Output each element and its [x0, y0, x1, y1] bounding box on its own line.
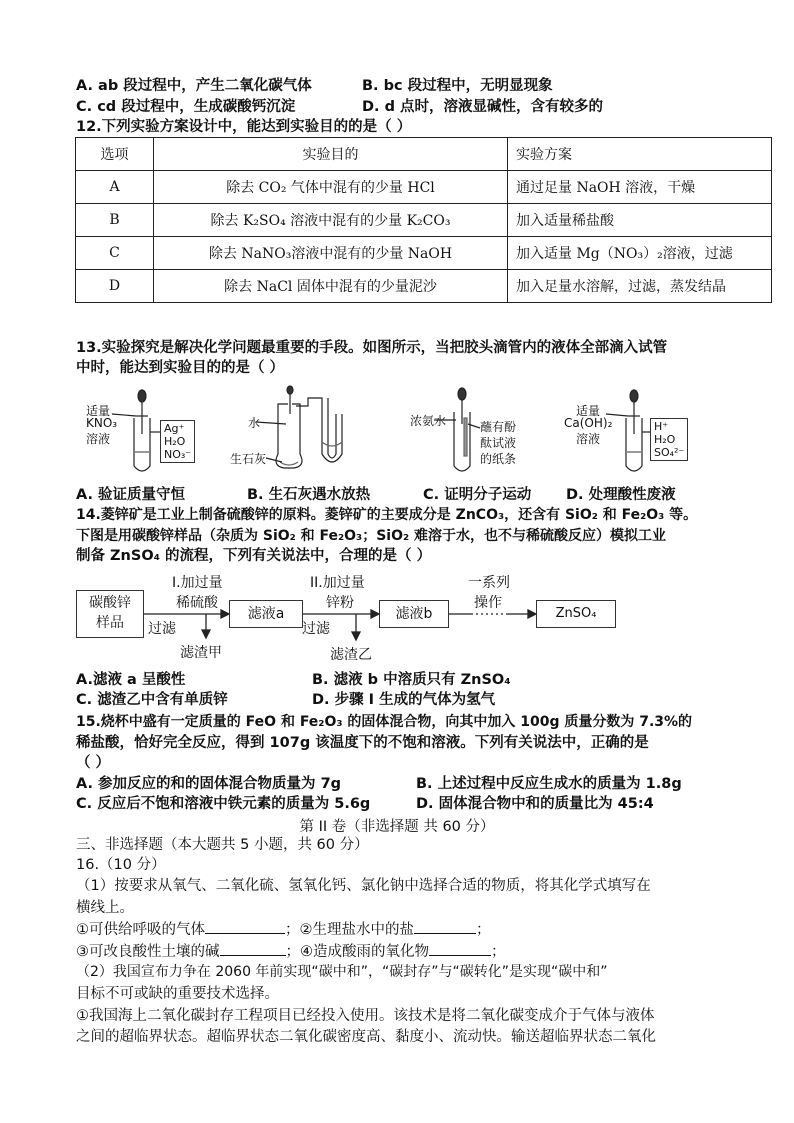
flow-step3-label-2: 操作 — [474, 595, 502, 611]
flow-residue1-label: 滤渣甲 — [180, 645, 222, 661]
ion-label: H₂O — [654, 433, 676, 446]
flow-filter1-label: 过滤 — [148, 621, 176, 637]
q13-apparatus-figure — [76, 384, 716, 484]
q14-option-d: D. 步骤 I 生成的气体为氢气 — [312, 692, 496, 708]
ion-label: H₂O — [164, 435, 186, 448]
fig-d-label-1: 适量 — [576, 404, 601, 418]
fig-b-water-label: 水 — [248, 416, 261, 430]
blank-end-4: ； — [491, 944, 506, 960]
ion-label: SO₄²⁻ — [654, 446, 685, 459]
part2-title: 第 II 卷（非选择题 共 60 分） — [299, 819, 495, 835]
q11-option-c: C. cd 段过程中，生成碳酸钙沉淀 — [76, 99, 296, 115]
table-header-cell: 选项 — [76, 138, 154, 171]
fig-c-ammonia-label: 浓氨水 — [410, 414, 447, 428]
flow-step2-label-1: II.加过量 — [310, 575, 365, 591]
flow-residue2-label: 滤渣乙 — [330, 647, 372, 663]
table-header-cell: 实验目的 — [154, 138, 508, 171]
table-cell: 除去 K₂SO₄ 溶液中混有的少量 K₂CO₃ — [154, 204, 508, 237]
table-header-row — [76, 138, 772, 171]
q11-option-d: D. d 点时，溶液显碱性，含有较多的 — [362, 99, 604, 115]
fig-c-paper-label-2: 酞试液 — [480, 436, 517, 450]
q14-option-c: C. 滤渣乙中含有单质锌 — [76, 692, 228, 708]
q13-option-c: C. 证明分子运动 — [423, 487, 532, 503]
table-cell: A — [76, 171, 154, 204]
table-cell: 除去 NaCl 固体中混有的少量泥沙 — [154, 270, 508, 303]
q15-stem-line1: 15.烧杯中盛有一定质量的 FeO 和 Fe₂O₃ 的固体混合物，向其中加入 100g 质量分数为 7.3%的 — [76, 714, 693, 730]
table-cell: C — [76, 237, 154, 270]
q16-part3-line1: ①我国海上二氧化碳封存工程项目已经投入使用。该技术是将二氧化碳变成介于气体与液体 — [76, 1008, 655, 1024]
table-cell: D — [76, 270, 154, 303]
answer-blank-3[interactable] — [220, 941, 286, 956]
table-cell: B — [76, 204, 154, 237]
blank-prompt-3: ③可改良酸性土壤的碱 — [76, 944, 220, 960]
fig-a-label-3: 溶液 — [86, 432, 111, 446]
q14-flow-diagram — [76, 570, 636, 668]
apparatus-drawing — [76, 384, 716, 484]
fig-a-label-2: KNO₃ — [86, 416, 118, 430]
table-cell: 加入适量 Mg（NO₃）₂溶液，过滤 — [508, 237, 772, 270]
q16-part2-line1: （2）我国宣布力争在 2060 年前实现“碳中和”，“碳封存”与“碳转化”是实现“碳中和” — [76, 964, 608, 980]
q11-option-a: A. ab 段过程中，产生二氧化碳气体 — [76, 78, 312, 94]
q16-heading: 16.（10 分） — [76, 857, 166, 873]
table-header-cell: 实验方案 — [508, 138, 772, 171]
q15-stem-line2: 稀盐酸，恰好完全反应，得到 107g 该温度下的不饱和溶液。下列有关说法中，正确的是 — [76, 735, 649, 751]
q11-option-b: B. bc 段过程中，无明显现象 — [362, 78, 553, 94]
fig-c-paper-label-3: 的纸条 — [480, 452, 517, 466]
q14-option-a: A.滤液 a 呈酸性 — [76, 672, 186, 688]
table-row — [76, 237, 772, 270]
q13-stem-line1: 13.实验探究是解决化学问题最重要的手段。如图所示，当把胶头滴管内的液体全部滴入试管 — [76, 340, 668, 356]
flow-box-product: ZnSO₄ — [536, 600, 616, 628]
flow-box-line: 碳酸锌 — [89, 595, 131, 611]
table-row — [76, 270, 772, 303]
answer-blank-2[interactable] — [414, 919, 476, 934]
table-cell: 除去 NaNO₃溶液中混有的少量 NaOH — [154, 237, 508, 270]
q13-option-a: A. 验证质量守恒 — [76, 487, 186, 503]
answer-blank-1[interactable] — [205, 919, 285, 934]
q13-option-d: D. 处理酸性废液 — [566, 487, 676, 503]
q13-stem-line2: 中时，能达到实验目的的是（ ） — [76, 360, 285, 376]
q12-stem: 12.下列实验方案设计中，能达到实验目的的是（ ） — [76, 119, 412, 135]
q16-part1-line1: （1）按要求从氧气、二氧化硫、氢氧化钙、氯化钠中选择合适的物质，将其化学式填写在 — [76, 878, 651, 894]
flow-step1-label-1: I.加过量 — [172, 575, 223, 591]
q14-stem-line1: 14.菱锌矿是工业上制备硫酸锌的原料。菱锌矿的主要成分是 ZnCO₃，还含有 SiO₂ 和 Fe₂O₃ 等。 — [76, 507, 698, 523]
ion-label: NO₃⁻ — [164, 448, 192, 461]
table-cell: 除去 CO₂ 气体中混有的少量 HCl — [154, 171, 508, 204]
section3-heading: 三、非选择题（本大题共 5 小题，共 60 分） — [76, 837, 369, 853]
ion-label: Ag⁺ — [164, 422, 185, 435]
fig-a-label-1: 适量 — [86, 404, 111, 418]
q15-option-a: A. 参加反应的和的固体混合物质量为 7g — [76, 776, 342, 792]
q13-option-b: B. 生石灰遇水放热 — [247, 487, 371, 503]
ion-label: H⁺ — [654, 420, 669, 433]
table-cell: 加入足量水溶解，过滤，蒸发结晶 — [508, 270, 772, 303]
fig-d-label-2: Ca(OH)₂ — [564, 416, 613, 430]
q16-part2-line2: 目标不可或缺的重要技术选择。 — [76, 986, 279, 1002]
fig-d-label-3: 溶液 — [576, 432, 601, 446]
flow-filter2-label: 过滤 — [302, 621, 330, 637]
blank-prompt-4: ；④造成酸雨的氧化物 — [285, 944, 429, 960]
flow-step3-label-1: 一系列 — [468, 575, 510, 591]
table-row — [76, 204, 772, 237]
fig-c-paper-label-1: 蘸有酚 — [480, 420, 517, 434]
fig-b-lime-label: 生石灰 — [230, 452, 267, 466]
q14-stem-line3: 制备 ZnSO₄ 的流程，下列有关说法中，合理的是（ ） — [76, 548, 432, 564]
table-cell: 通过足量 NaOH 溶液，干燥 — [508, 171, 772, 204]
flow-box-line: 样品 — [96, 615, 124, 631]
q14-option-b: B. 滤液 b 中溶质只有 ZnSO₄ — [312, 672, 511, 688]
q12-table — [75, 137, 772, 303]
blank-end-2: ； — [476, 922, 491, 938]
blank-prompt-2: ；②生理盐水中的盐 — [285, 922, 414, 938]
q16-blank-row-1 — [76, 919, 491, 940]
q15-option-c: C. 反应后不饱和溶液中铁元素的质量为 5.6g — [76, 796, 371, 812]
blank-prompt-1: ①可供给呼吸的气体 — [76, 922, 205, 938]
table-cell: 加入适量稀盐酸 — [508, 204, 772, 237]
q16-blank-row-2 — [76, 941, 506, 962]
flow-step1-label-2: 稀硫酸 — [176, 595, 218, 611]
q14-stem-line2: 下图是用碳酸锌样品（杂质为 SiO₂ 和 Fe₂O₃；SiO₂ 难溶于水，也不与稀硫酸反应）模拟工业 — [76, 528, 666, 544]
q15-option-b: B. 上述过程中反应生成水的质量为 1.8g — [416, 776, 682, 792]
table-row — [76, 171, 772, 204]
flow-box-sample — [76, 590, 144, 638]
q15-option-d: D. 固体混合物中和的质量比为 45:4 — [416, 796, 654, 812]
flow-box-filtrate-a: 滤液a — [229, 600, 303, 628]
flow-step2-label-2: 锌粉 — [326, 595, 354, 611]
q16-part3-line2: 之间的超临界状态。超临界状态二氧化碳密度高、黏度小、流动快。输送超临界状态二氧化 — [76, 1029, 656, 1045]
answer-blank-4[interactable] — [429, 941, 491, 956]
flow-box-filtrate-b: 滤液b — [379, 600, 449, 628]
fig-d-ion-box — [650, 418, 688, 461]
q15-stem-line3: （ ） — [76, 755, 111, 771]
q16-part1-line2: 横线上。 — [76, 900, 134, 916]
